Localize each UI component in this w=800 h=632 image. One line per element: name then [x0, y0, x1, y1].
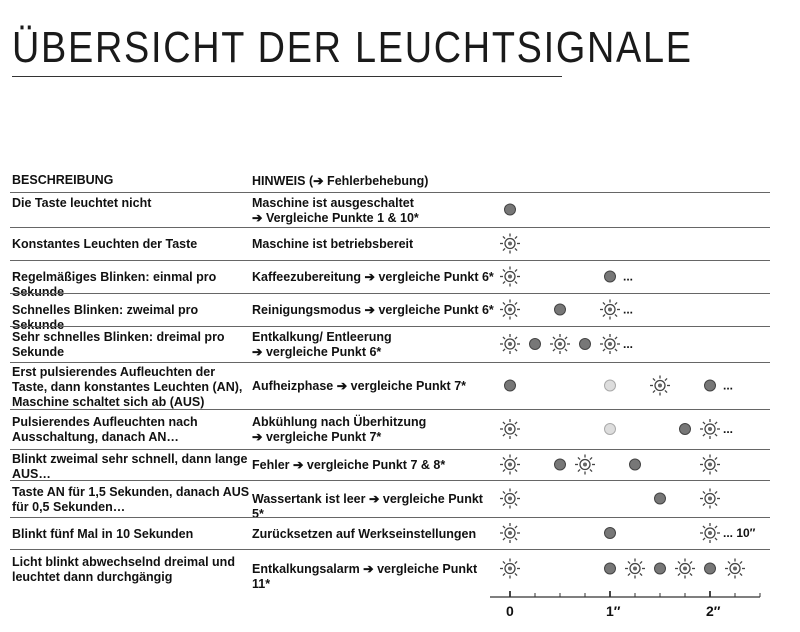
row-hint: Abkühlung nach Überhitzung ➔ vergleiche Punkt 7*: [252, 415, 427, 444]
signal-off-icon: [505, 204, 516, 215]
signal-off-icon: [680, 424, 691, 435]
signal-on-icon: [500, 455, 520, 475]
signal-off-icon: [555, 304, 566, 315]
signal-on-icon: [725, 559, 745, 579]
signal-on-icon: [500, 489, 520, 509]
signal-on-icon: [700, 523, 720, 543]
signal-off-icon: [555, 459, 566, 470]
row-hint: Reinigungsmodus ➔ vergleiche Punkt 6*: [252, 303, 494, 317]
signal-off-icon: [655, 563, 666, 574]
row-hint: Entkalkung/ Entleerung ➔ vergleiche Punkt 6*: [252, 330, 392, 359]
row-description: Blinkt zweimal sehr schnell, dann lange AUS…: [12, 452, 248, 481]
timeline-tick-label: 0: [506, 603, 514, 619]
signal-off-icon: [630, 459, 641, 470]
row-hint: Zurücksetzen auf Werkseinstellungen: [252, 526, 477, 541]
row-continuation: ...: [623, 269, 634, 284]
signal-off-icon: [605, 563, 616, 574]
row-description: Die Taste leuchtet nicht: [12, 195, 152, 210]
row-description: Konstantes Leuchten der Taste: [12, 237, 198, 251]
signal-off-icon: [655, 493, 666, 504]
column-header-hint: HINWEIS (➔ Fehlerbehebung): [252, 174, 429, 188]
row-continuation: ...: [623, 302, 634, 317]
row-hint: Wassertank ist leer ➔ vergleiche Punkt 5*: [252, 492, 483, 521]
row-description: Erst pulsierendes Aufleuchten der Taste, dann konstantes Leuchten (AN), Maschine schaltet sich ab (AUS): [12, 365, 243, 409]
page-title: ÜBERSICHT DER LEUCHTSIGNALE: [12, 23, 693, 72]
signal-off-icon: [605, 528, 616, 539]
signal-off-icon: [705, 380, 716, 391]
signal-on-icon: [550, 334, 570, 354]
signal-on-icon: [700, 489, 720, 509]
signal-on-icon: [500, 523, 520, 543]
row-continuation: ...: [623, 337, 634, 351]
row-description: Schnelles Blinken: zweimal pro Sekunde: [12, 303, 199, 332]
signal-on-icon: [500, 559, 520, 579]
signal-on-icon: [675, 559, 695, 579]
signal-on-icon: [575, 455, 595, 475]
row-continuation: ... 10″: [723, 526, 756, 540]
signal-dim-icon: [605, 380, 616, 391]
signal-on-icon: [500, 267, 520, 287]
signal-off-icon: [530, 339, 541, 350]
row-hint: Fehler ➔ vergleiche Punkt 7 & 8*: [252, 458, 446, 472]
timeline-tick-label: 2″: [706, 603, 721, 619]
signal-off-icon: [605, 271, 616, 282]
signal-on-icon: [600, 300, 620, 320]
row-hint: Entkalkungsalarm ➔ vergleiche Punkt 11*: [252, 562, 478, 591]
signal-dim-icon: [605, 424, 616, 435]
row-hint: Maschine ist ausgeschaltet ➔ Vergleiche Punkte 1 & 10*: [252, 195, 419, 225]
row-description: Licht blinkt abwechselnd dreimal und leuchtet dann durchgängig: [12, 554, 235, 584]
row-continuation: ...: [723, 422, 734, 436]
signal-on-icon: [600, 334, 620, 354]
column-header-description: BESCHREIBUNG: [12, 173, 114, 187]
signal-on-icon: [500, 300, 520, 320]
signal-on-icon: [500, 234, 520, 254]
signal-off-icon: [505, 380, 516, 391]
signal-off-icon: [705, 563, 716, 574]
row-description: Taste AN für 1,5 Sekunden, danach AUS für 0,5 Sekunden…: [12, 484, 250, 514]
row-description: Regelmäßiges Blinken: einmal pro Sekunde: [12, 270, 217, 299]
row-description: Pulsierendes Aufleuchten nach Ausschaltung, danach AN…: [12, 415, 198, 444]
signal-off-icon: [580, 339, 591, 350]
row-hint: Maschine ist betriebsbereit: [252, 237, 414, 251]
signal-on-icon: [700, 419, 720, 439]
signal-on-icon: [625, 559, 645, 579]
signal-on-icon: [500, 419, 520, 439]
signal-on-icon: [500, 334, 520, 354]
row-hint: Kaffeezubereitung ➔ vergleiche Punkt 6*: [252, 270, 494, 284]
row-description: Sehr schnelles Blinken: dreimal pro Sekunde: [12, 330, 225, 359]
row-hint: Aufheizphase ➔ vergleiche Punkt 7*: [252, 379, 467, 393]
timeline-tick-label: 1″: [606, 603, 621, 619]
row-continuation: ...: [723, 378, 734, 393]
signal-on-icon: [650, 376, 670, 396]
row-description: Blinkt fünf Mal in 10 Sekunden: [12, 526, 194, 541]
signal-on-icon: [700, 455, 720, 475]
